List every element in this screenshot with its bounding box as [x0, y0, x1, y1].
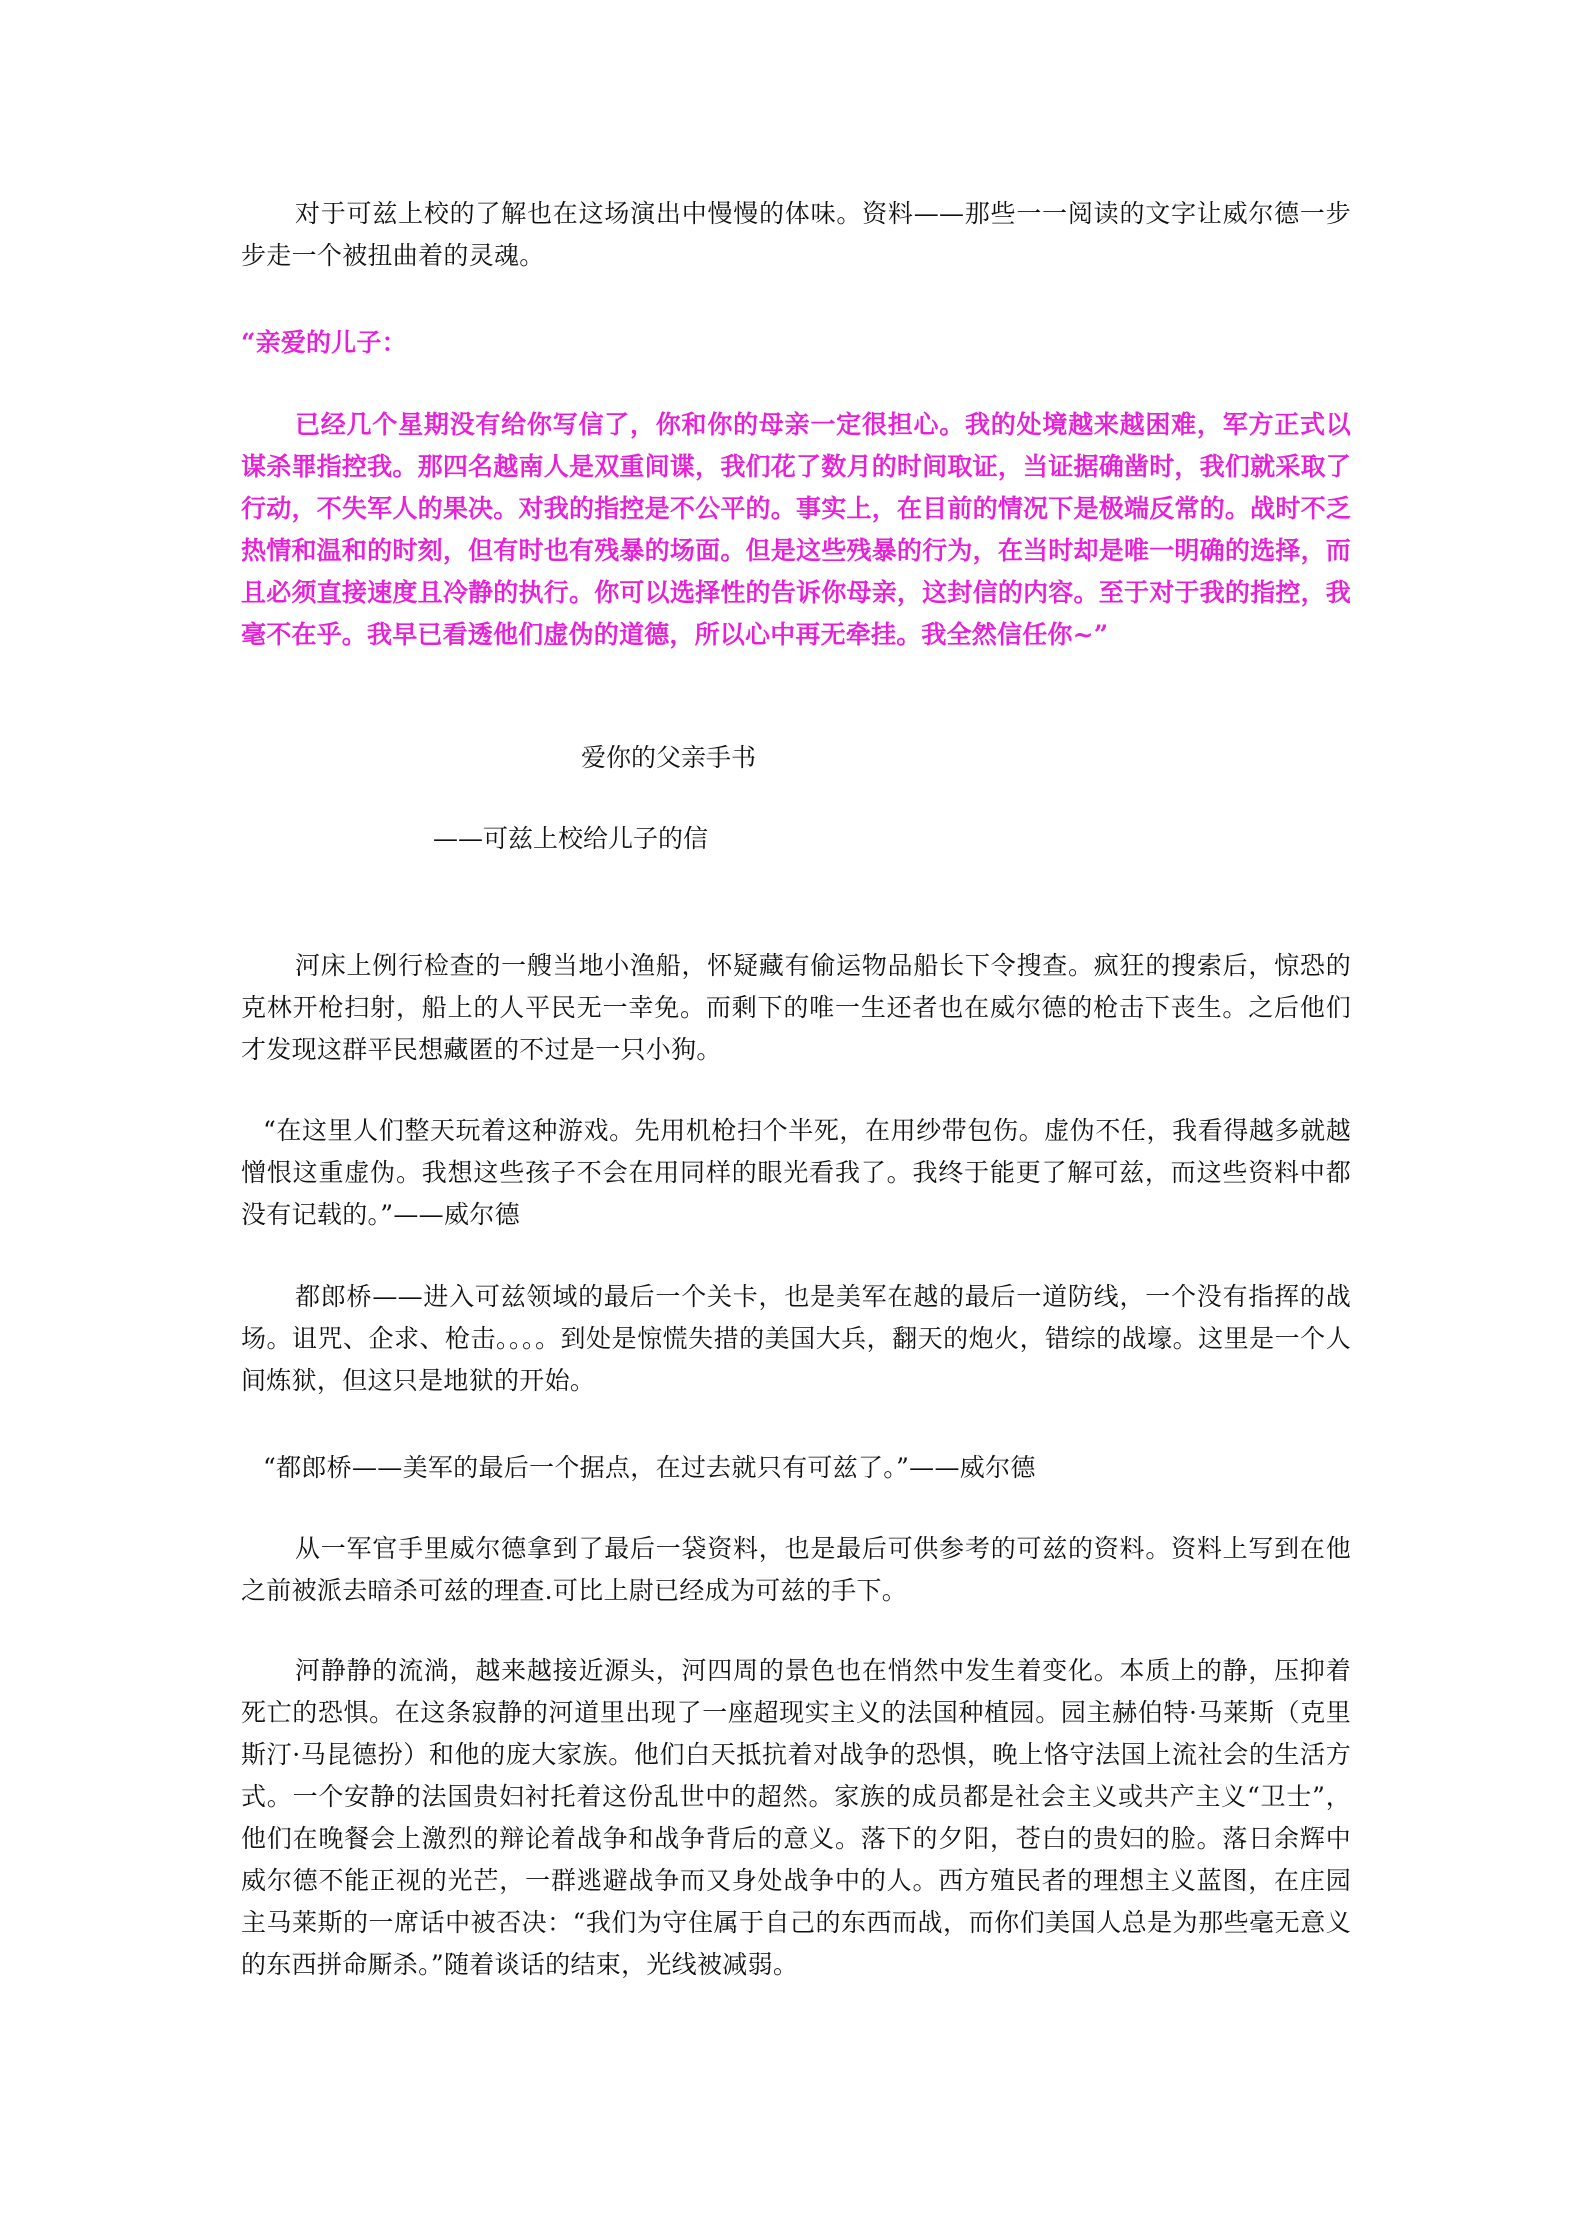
bridge-paragraph: 都郎桥——进入可兹领域的最后一个关卡，也是美军在越的最后一道防线，一个没有指挥的战场。诅咒、企求、枪击。。。。到处是惊慌失措的美国大兵，翻天的炮火，错综的战壕。这里是一个人间炼狱，但这只是地狱的开始。 — [241, 1282, 1351, 1395]
quote-game-paragraph: “在这里人们整天玩着这种游戏。先用机枪扫个半死，在用纱带包伤。虚伪不任，我看得越多就越憎恨这重虚伪。我想这些孩子不会在用同样的眼光看我了。我终于能更了解可兹，而这些资料中都没有记载的。”——威尔德 — [241, 1116, 1351, 1229]
letter-signoff: 爱你的父亲手书 — [581, 743, 757, 772]
letter-salutation: “亲爱的儿子： — [241, 328, 407, 357]
files-paragraph: 从一军官手里威尔德拿到了最后一袋资料，也是最后可供参考的可兹的资料。资料上写到在他之前被派去暗杀可兹的理查.可比上尉已经成为可兹的手下。 — [241, 1534, 1351, 1605]
letter-body: 已经几个星期没有给你写信了，你和你的母亲一定很担心。我的处境越来越困难，军方正式以谋杀罪指控我。那四名越南人是双重间谍，我们花了数月的时间取证，当证据确凿时，我们就采取了行动，不失军人的果决。对我的指控是不公平的。事实上，在目前的情况下是极端反常的。战时不乏热情和温和的时刻，但有时也有残暴的场面。但是这些残暴的行为，在当时却是唯一明确的选择，而且必须直接速度且冷静的执行。你可以选择性的告诉你母亲，这封信的内容。至于对于我的指控，我毫不在乎。我早已看透他们虚伪的道德，所以心中再无牵挂。我全然信任你~” — [241, 410, 1351, 649]
letter-attribution: ——可兹上校给儿子的信 — [433, 824, 709, 853]
river-paragraph: 河静静的流淌，越来越接近源头，河四周的景色也在悄然中发生着变化。本质上的静，压抑着死亡的恐惧。在这条寂静的河道里出现了一座超现实主义的法国种植园。园主赫伯特·马莱斯（克里斯汀·马昆德扮）和他的庞大家族。他们白天抵抗着对战争的恐惧，晚上恪守法国上流社会的生活方式。一个安静的法国贵妇衬托着这份乱世中的超然。家族的成员都是社会主义或共产主义“卫士”，他们在晚餐会上激烈的辩论着战争和战争背后的意义。落下的夕阳，苍白的贵妇的脸。落日余辉中威尔德不能正视的光芒，一群逃避战争而又身处战争中的人。西方殖民者的理想主义蓝图，在庄园主马莱斯的一席话中被否决：“我们为守住属于自己的东西而战，而你们美国人总是为那些毫无意义的东西拼命厮杀。”随着谈话的结束，光线被减弱。 — [241, 1656, 1351, 1979]
intro-paragraph: 对于可兹上校的了解也在这场演出中慢慢的体味。资料——那些一一阅读的文字让威尔德一步步走一个被扭曲着的灵魂。 — [241, 199, 1351, 270]
boat-search-paragraph: 河床上例行检查的一艘当地小渔船，怀疑藏有偷运物品船长下令搜查。疯狂的搜索后，惊恐的克林开枪扫射，船上的人平民无一幸免。而剩下的唯一生还者也在威尔德的枪击下丧生。之后他们才发现这群平民想藏匿的不过是一只小狗。 — [241, 951, 1351, 1064]
quote-bridge-paragraph: “都郎桥——美军的最后一个据点，在过去就只有可兹了。”——威尔德 — [263, 1453, 1036, 1482]
